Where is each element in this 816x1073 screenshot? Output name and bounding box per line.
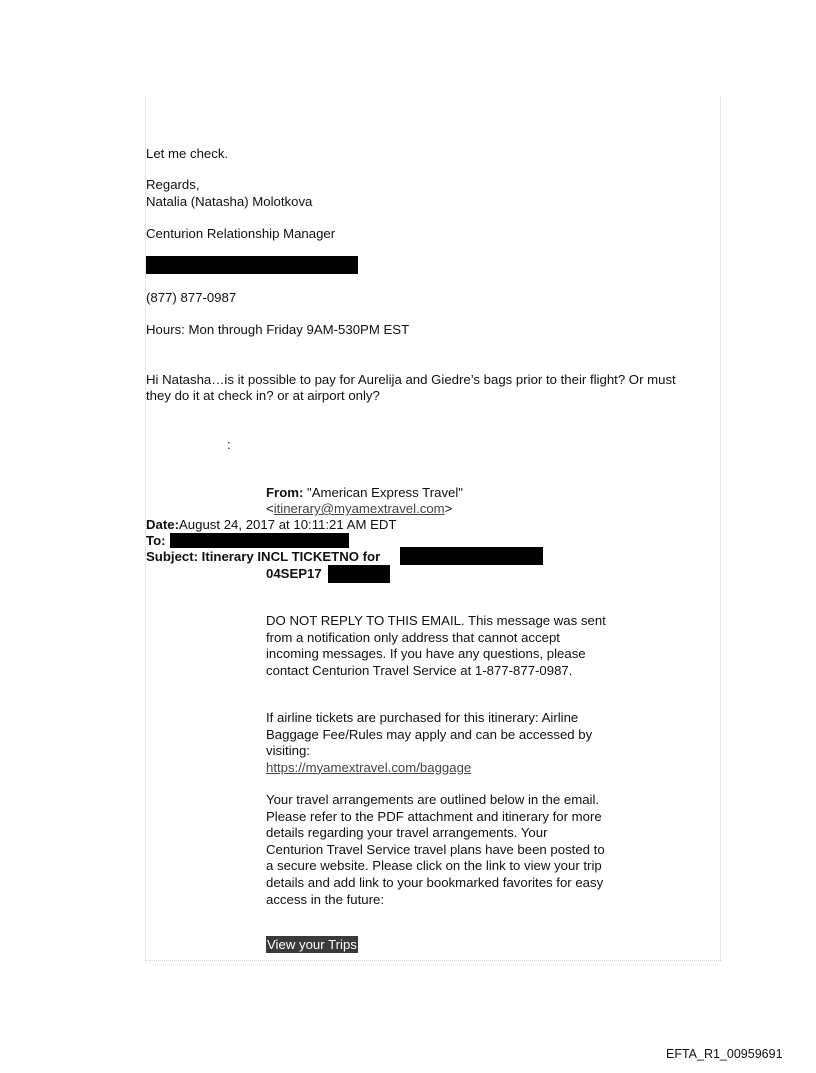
to-line	[146, 533, 166, 549]
subject-date: 04SEP17	[266, 566, 322, 581]
sender-title: Centurion Relationship Manager	[146, 226, 336, 241]
question-line-2: they do it at check in? or at airport only?	[146, 388, 380, 403]
reply-text: Let me check.	[146, 146, 229, 161]
document-id: EFTA_R1_00959691	[666, 1047, 783, 1061]
question-line-1: Hi Natasha…is it possible to pay for Aurelija and Giedre’s bags prior to their flight? Or must	[146, 372, 676, 387]
date-value: August 24, 2017 at 10:11:21 AM EDT	[178, 517, 397, 532]
subject-label: Subject: Itinerary INCL TICKETNO for	[146, 549, 381, 564]
itinerary-paragraph: Your travel arrangements are outlined below in the email. Please refer to the PDF attachment and itinerary for more details regarding your travel arrangements. Your Centurion Travel Service travel plans have been posted to a secure website. Please click on the link to view your trip details and add link to your bookmarked favorites for easy access in the future:	[266, 792, 605, 907]
notice-paragraph: DO NOT REPLY TO THIS EMAIL. This message was sent from a notification only address that cannot accept incoming messages. If you have any questions, please contact Centurion Travel Service at 1-877-877-0987.	[266, 613, 606, 678]
colon-text: :	[227, 437, 231, 452]
baggage-link[interactable]: https://myamextravel.com/baggage	[266, 759, 472, 775]
sender-hours: Hours: Mon through Friday 9AM-530PM EST	[146, 322, 410, 337]
baggage-paragraph	[266, 710, 606, 776]
sender-name: Natalia (Natasha) Molotkova	[146, 194, 313, 209]
to-label: To:	[146, 533, 166, 548]
from-value: "American Express Travel"	[307, 485, 463, 500]
from-label: From:	[266, 485, 304, 500]
from-email-line	[266, 501, 452, 517]
baggage-text: If airline tickets are purchased for this itinerary: Airline Baggage Fee/Rules may apply and can be accessed by visiting:	[266, 710, 593, 759]
from-line	[266, 485, 463, 501]
sender-phone: (877) 877-0987	[146, 290, 237, 305]
regards-text: Regards,	[146, 177, 200, 192]
redaction-block	[328, 565, 390, 583]
date-line	[146, 517, 396, 533]
date-label: Date:	[146, 517, 179, 532]
from-email-link[interactable]: itinerary@myamextravel.com	[273, 501, 445, 516]
redaction-block	[170, 533, 349, 548]
redaction-block	[146, 256, 358, 274]
email-bracket-close: >	[444, 501, 453, 516]
view-trips-button[interactable]: View your Trips	[267, 937, 357, 952]
subject-line-2	[266, 566, 322, 582]
email-bracket-open: <	[266, 501, 274, 516]
redaction-block	[400, 547, 543, 565]
subject-line	[146, 549, 380, 565]
